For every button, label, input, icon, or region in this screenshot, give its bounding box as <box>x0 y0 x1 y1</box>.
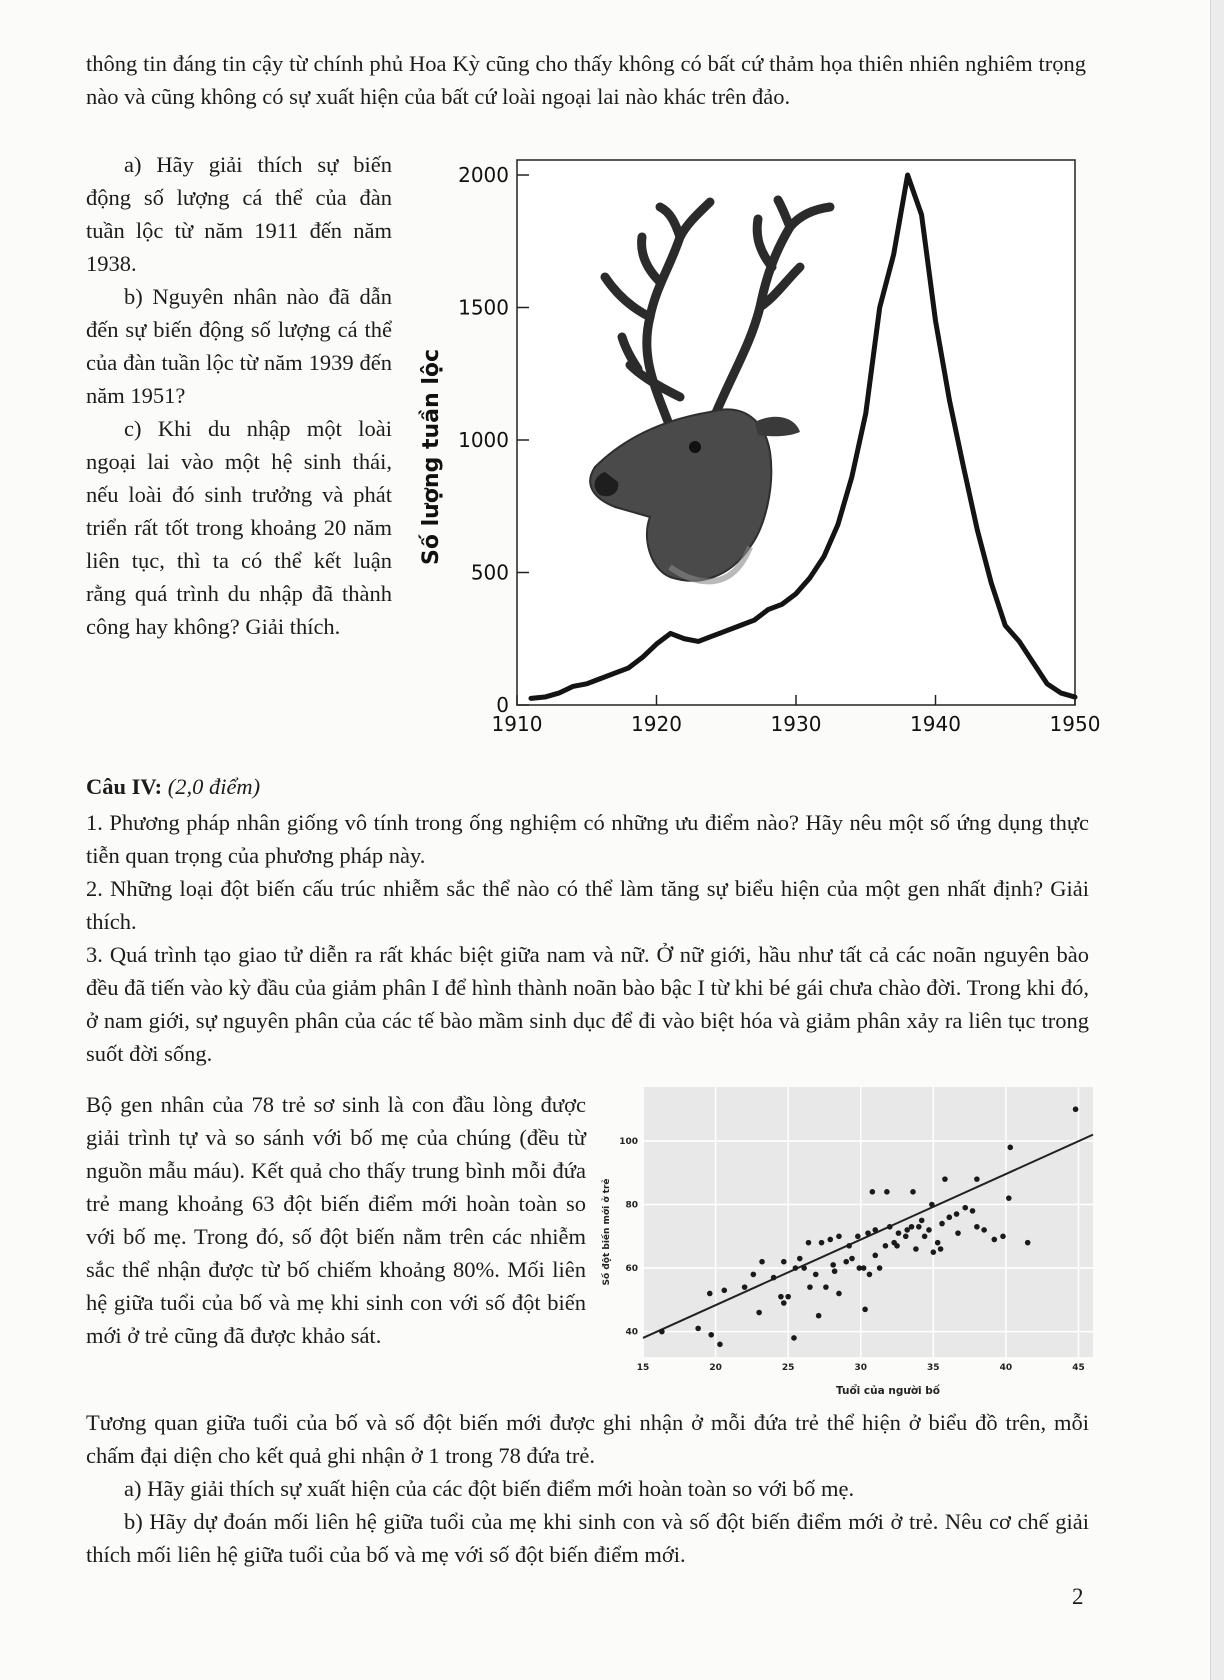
scatter-point <box>756 1310 762 1316</box>
scatter-point <box>861 1265 867 1271</box>
scatter-point <box>827 1237 833 1243</box>
genome-paragraph: Bộ gen nhân của 78 trẻ sơ sinh là con đầu lòng được giải trình tự và so sánh với bố mẹ của chúng (đều từ nguồn mẫu máu). Kết quả cho thấy trung bình mỗi đứa trẻ mang khoảng 63 đột biến điểm mới hoàn toàn so với bố mẹ. Trong đó, số đột biến nằm trên các nhiễm sắc thể nhận được từ bố chiếm khoảng 80%. Mối liên hệ giữa tuổi của bố và mẹ khi sinh con với số đột biến mới ở trẻ cũng đã được khảo sát. <box>86 1092 586 1348</box>
scatter-point <box>797 1256 803 1262</box>
question-iv-item-3: 3. Quá trình tạo giao tử diễn ra rất khác biệt giữa nam và nữ. Ở nữ giới, hầu như tất cả các noãn nguyên bào đều đã tiến vào kỳ đầu của giảm phân I để hình thành noãn bào bậc I từ khi bé gái chưa chào đời. Trong khi đó, ở nam giới, sự nguyên phân của các tế bào mầm sinh dục để đi vào biệt hóa và giảm phân xảy ra liên tục trong suốt đời sống. <box>86 942 1089 1066</box>
scatter-point <box>896 1230 902 1236</box>
population-point <box>558 692 560 694</box>
scatter-point <box>843 1259 849 1265</box>
scatter-point <box>974 1176 980 1182</box>
population-point <box>655 643 657 645</box>
scatter-point <box>884 1189 890 1195</box>
question-iv-sub-b: b) Hãy dự đoán mối liên hệ giữa tuổi của mẹ khi sinh con và số đột biến điểm mới ở trẻ. Nêu cơ chế giải thích mối liên hệ giữa tuổi của bố và mẹ với số đột biến điểm mới. <box>86 1509 1089 1567</box>
scatter-point <box>1006 1195 1012 1201</box>
scatter-x-tick-label: 40 <box>999 1363 1013 1373</box>
scatter-point <box>1007 1145 1013 1151</box>
scatter-point <box>855 1233 861 1239</box>
question-iii-a: a) Hãy giải thích sự biến động số lượng cá thể của đàn tuần lộc từ năm 1911 đến năm 1938. <box>86 152 392 276</box>
scatter-point <box>931 1249 937 1255</box>
scatter-y-tick-label: 40 <box>625 1327 638 1338</box>
scatter-point <box>781 1300 787 1306</box>
scatter-x-tick-label: 45 <box>1072 1363 1085 1373</box>
question-iv-sub-a: a) Hãy giải thích sự xuất hiện của các đột biến điểm mới hoàn toàn so với bố mẹ. <box>124 1476 855 1501</box>
scatter-plot-area <box>643 1087 1093 1357</box>
mutation-scatter-chart <box>598 1082 1098 1402</box>
scatter-point <box>791 1335 797 1341</box>
scatter-point <box>806 1240 812 1246</box>
y-tick-label: 0 <box>496 693 509 717</box>
population-point <box>711 635 713 637</box>
scatter-point <box>1073 1106 1079 1112</box>
scatter-point <box>1000 1233 1006 1239</box>
scatter-point <box>793 1265 799 1271</box>
y-tick-label: 1000 <box>458 428 509 452</box>
scatter-point <box>942 1176 948 1182</box>
intro-paragraph: thông tin đáng tin cậy từ chính phủ Hoa Kỳ cũng cho thấy không có bất cứ thảm họa thiên nhiên nghiêm trọng nào và cũng không có sự xuất hiện của bất cứ loài ngoại lai nào khác trên đảo. <box>86 51 1086 109</box>
scatter-point <box>872 1253 878 1259</box>
scatter-point <box>836 1291 842 1297</box>
scatter-point <box>801 1265 807 1271</box>
population-point <box>613 672 615 674</box>
scatter-point <box>991 1237 997 1243</box>
scatter-point <box>894 1243 900 1249</box>
population-point <box>627 667 629 669</box>
population-point <box>920 214 922 216</box>
scatter-point <box>807 1284 813 1290</box>
population-point <box>1018 640 1020 642</box>
population-point <box>823 555 825 557</box>
population-point <box>892 253 894 255</box>
scatter-y-tick-label: 60 <box>625 1264 638 1275</box>
scatter-point <box>929 1202 935 1208</box>
population-point <box>1046 683 1048 685</box>
population-point <box>879 306 881 308</box>
scatter-point <box>922 1233 928 1239</box>
scatter-point <box>849 1256 855 1262</box>
y-tick-label: 2000 <box>458 163 509 187</box>
y-axis-label: Số lượng tuần lộc <box>419 348 444 566</box>
correlation-block <box>86 1406 1089 1571</box>
reindeer-population-chart <box>405 152 1101 747</box>
question-iv-item-1: 1. Phương pháp nhân giống vô tính trong ống nghiệm có những ưu điểm nào? Hãy nêu một số ứng dụng thực tiễn quan trọng của phương pháp này. <box>86 810 1089 868</box>
scatter-point <box>970 1208 976 1214</box>
scatter-point <box>910 1189 916 1195</box>
scatter-point <box>913 1246 919 1252</box>
scatter-point <box>883 1243 889 1249</box>
population-point <box>572 685 574 687</box>
scatter-point <box>974 1224 980 1230</box>
population-point <box>1074 696 1076 698</box>
scatter-point <box>939 1221 945 1227</box>
population-point <box>600 677 602 679</box>
scatter-point <box>830 1262 836 1268</box>
question-iv-item-2: 2. Những loại đột biến cấu trúc nhiễm sắc thể nào có thể làm tăng sự biểu hiện của một gen nhất định? Giải thích. <box>86 876 1089 934</box>
population-point <box>753 619 755 621</box>
population-point <box>948 399 950 401</box>
population-point <box>962 465 964 467</box>
scatter-x-tick-label: 30 <box>854 1363 868 1373</box>
y-tick-label: 1500 <box>458 295 509 320</box>
population-point <box>865 412 867 414</box>
scatter-point <box>823 1284 829 1290</box>
population-point <box>544 696 546 698</box>
population-point <box>809 577 811 579</box>
scatter-point <box>919 1218 925 1224</box>
scatter-point <box>813 1272 819 1278</box>
scatter-y-label: Số đột biến mới ở trẻ <box>602 1178 612 1286</box>
population-point <box>976 529 978 531</box>
y-tick-label: 500 <box>470 560 509 585</box>
scatter-point <box>781 1259 787 1265</box>
scatter-point <box>981 1227 987 1233</box>
scatter-point <box>926 1227 932 1233</box>
scatter-point <box>717 1341 723 1347</box>
x-tick-label: 1940 <box>910 712 961 736</box>
question-iv-label: Câu IV: <box>86 774 163 799</box>
scatter-point <box>771 1275 777 1281</box>
scatter-point <box>903 1233 909 1239</box>
scatter-x-label: Tuổi của người bố <box>835 1385 941 1397</box>
x-tick-label: 1930 <box>770 712 822 736</box>
scatter-point <box>708 1332 714 1338</box>
population-point <box>1060 692 1062 694</box>
scatter-x-tick-label: 20 <box>709 1363 722 1373</box>
scatter-x-tick-label: 25 <box>781 1363 795 1373</box>
scatter-y-tick-label: 100 <box>619 1137 638 1147</box>
x-tick-label: 1920 <box>631 712 682 736</box>
scatter-point <box>778 1294 784 1300</box>
scatter-point <box>695 1326 701 1332</box>
population-point <box>697 640 699 642</box>
population-point <box>851 476 853 478</box>
question-iii-b: b) Nguyên nhân nào đã dẫn đến sự biến động số lượng cá thể của đàn tuần lộc từ năm 1939 đến năm 1951? <box>86 284 392 408</box>
population-point <box>781 603 783 605</box>
population-point <box>739 624 741 626</box>
scatter-point <box>816 1313 822 1319</box>
population-point <box>530 697 532 699</box>
scatter-point <box>946 1214 952 1220</box>
questions-iii <box>86 148 392 643</box>
scatter-point <box>832 1268 838 1274</box>
scatter-point <box>742 1284 748 1290</box>
scatter-point <box>916 1224 922 1230</box>
population-point <box>934 320 936 322</box>
population-point <box>586 683 588 685</box>
question-iv-title <box>86 770 260 803</box>
scatter-point <box>865 1230 871 1236</box>
scatter-point <box>870 1189 876 1195</box>
scatter-point <box>785 1294 791 1300</box>
scatter-x-tick-label: 15 <box>636 1363 650 1373</box>
scatter-point <box>867 1272 873 1278</box>
scatter-point <box>819 1240 825 1246</box>
scatter-point <box>955 1230 961 1236</box>
page-number: 2 <box>1072 1584 1084 1609</box>
scatter-point <box>962 1205 968 1211</box>
population-point <box>1032 661 1034 663</box>
question-iii-c: c) Khi du nhập một loài ngoại lai vào một hệ sinh thái, nếu loài đó sinh trưởng và phát triển rất tốt trong khoảng 20 năm liên tục, thì ta có thể kết luận rằng quá trình du nhập đã thành công hay không? Giải thích. <box>86 416 392 639</box>
population-point <box>725 630 727 632</box>
scatter-point <box>877 1265 883 1271</box>
question-iv-items <box>86 806 1089 1070</box>
scatter-point <box>954 1211 960 1217</box>
scatter-point <box>1025 1240 1031 1246</box>
population-point <box>990 582 992 584</box>
scatter-point <box>846 1243 852 1249</box>
population-point <box>795 593 797 595</box>
population-point <box>683 638 685 640</box>
population-point <box>837 524 839 526</box>
scatter-point <box>938 1246 944 1252</box>
scatter-point <box>862 1307 868 1313</box>
scatter-x-tick-label: 35 <box>927 1363 940 1373</box>
population-point <box>767 608 769 610</box>
scatter-point <box>759 1259 765 1265</box>
population-point <box>1004 624 1006 626</box>
population-point <box>641 656 643 658</box>
scatter-point <box>707 1291 713 1297</box>
scatter-point <box>836 1233 842 1239</box>
scatter-y-tick-label: 80 <box>625 1200 638 1211</box>
page-edge <box>1210 0 1224 1680</box>
reindeer-eye <box>689 441 701 453</box>
scatter-point <box>659 1329 665 1335</box>
scatter-point <box>935 1240 941 1246</box>
scatter-point <box>872 1227 878 1233</box>
correlation-paragraph: Tương quan giữa tuổi của bố và số đột biến mới được ghi nhận ở mỗi đứa trẻ thể hiện ở biểu đồ trên, mỗi chấm đại diện cho kết quả ghi nhận ở 1 trong 78 đứa trẻ. <box>86 1410 1089 1468</box>
scatter-point <box>887 1224 893 1230</box>
population-point <box>906 174 908 176</box>
x-tick-label: 1950 <box>1049 712 1101 736</box>
scatter-point <box>751 1272 757 1278</box>
population-point <box>669 632 671 634</box>
scatter-point <box>721 1287 727 1293</box>
question-iv-points: (2,0 điểm) <box>167 774 261 799</box>
x-tick-label: 1910 <box>491 712 543 736</box>
scatter-point <box>904 1227 910 1233</box>
